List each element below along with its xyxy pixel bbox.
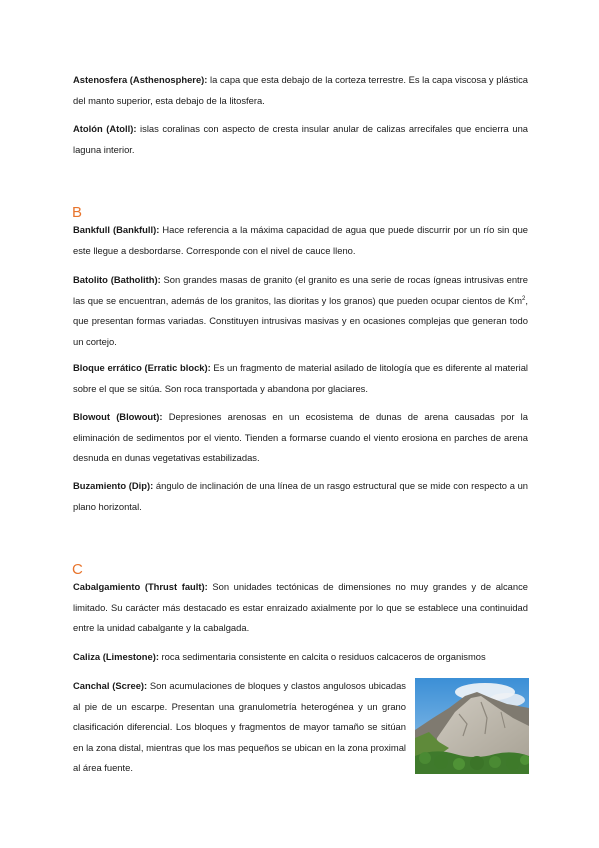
- entry-batolito: [73, 270, 528, 352]
- definition: Hace referencia a la máxima capacidad de agua que puede discurrir por un río sin que este llegue a desbordarse. Corresponde con el nivel de cauce lleno.: [73, 224, 528, 256]
- entry-blowout: [73, 407, 528, 469]
- entry-atolon: [73, 119, 528, 160]
- entry-astenosfera: [73, 70, 528, 111]
- section-letter-b: B: [72, 204, 83, 221]
- definition: Son acumulaciones de bloques y clastos angulosos ubicadas al pie de un escarpe. Presentan una granulometría heterogénea y un grano clasificación diferencial. Los bloques y fragmentos de mayor tamaño se sitúan en la zona distal, mientras que los mas pequeños se ubican en la zona proximal al área fuente.: [73, 680, 406, 773]
- definition: Son grandes masas de granito (el granito es una serie de rocas ígneas intrusivas entre las que se encuentran, además de los granitos, las dioritas y los granos) que pueden ocupar cientos de Km: [73, 274, 528, 306]
- definition: roca sedimentaria consistente en calcita o residuos calcaceros de organismos: [158, 651, 486, 662]
- entry-buzamiento: [73, 476, 528, 517]
- entry-bloque-erratico: [73, 358, 528, 399]
- term: Bankfull (Bankfull):: [73, 224, 160, 235]
- term: Canchal (Scree):: [73, 680, 148, 691]
- definition-cont: , que presentan formas variadas. Constituyen intrusivas masivas y en ocasiones complejas que generan todo un cortejo.: [73, 294, 528, 347]
- definition: Depresiones arenosas en un ecosistema de dunas de arena causadas por la eliminación de sedimentos por el viento. Tienden a formarse cuando el viento erosiona en parches de arena desnuda en dunas vegetativas estabilizadas.: [73, 411, 528, 463]
- definition: ángulo de inclinación de una línea de un rasgo estructural que se mide con respecto a un plano horizontal.: [73, 480, 528, 512]
- entry-bankfull: [73, 220, 528, 261]
- term: Batolito (Batholith):: [73, 274, 161, 285]
- term: Bloque errático (Erratic block):: [73, 362, 211, 373]
- definition: islas coralinas con aspecto de cresta insular anular de calizas arrecifales que encierra una laguna interior.: [73, 123, 528, 155]
- entry-canchal: [73, 676, 406, 779]
- term: Caliza (Limestone):: [73, 651, 159, 662]
- term: Buzamiento (Dip):: [73, 480, 154, 491]
- superscript: 2: [522, 295, 526, 302]
- definition: Son unidades tectónicas de dimensiones no muy grandes y de alcance limitado. Su carácter más destacado es estar enraizado axialmente por lo que se establece una continuidad entre la unidad cabalgante y la cabalgada.: [73, 581, 529, 633]
- term: Cabalgamiento (Thrust fault):: [73, 581, 208, 592]
- entry-caliza: [73, 647, 528, 668]
- definition: la capa que esta debajo de la corteza terrestre. Es la capa viscosa y plástica del manto superior, esta debajo de la litosfera.: [73, 74, 528, 106]
- scree-photo: [415, 678, 529, 774]
- term: Atolón (Atoll):: [73, 123, 137, 134]
- entry-cabalgamiento: [73, 577, 528, 639]
- term: Blowout (Blowout):: [73, 411, 163, 422]
- definition: Es un fragmento de material asilado de litología que es diferente al material sobre el que se sitúa. Son roca transportada y abandona por glaciares.: [73, 362, 528, 394]
- term: Astenosfera (Asthenosphere):: [73, 74, 208, 85]
- section-letter-c: C: [72, 561, 83, 578]
